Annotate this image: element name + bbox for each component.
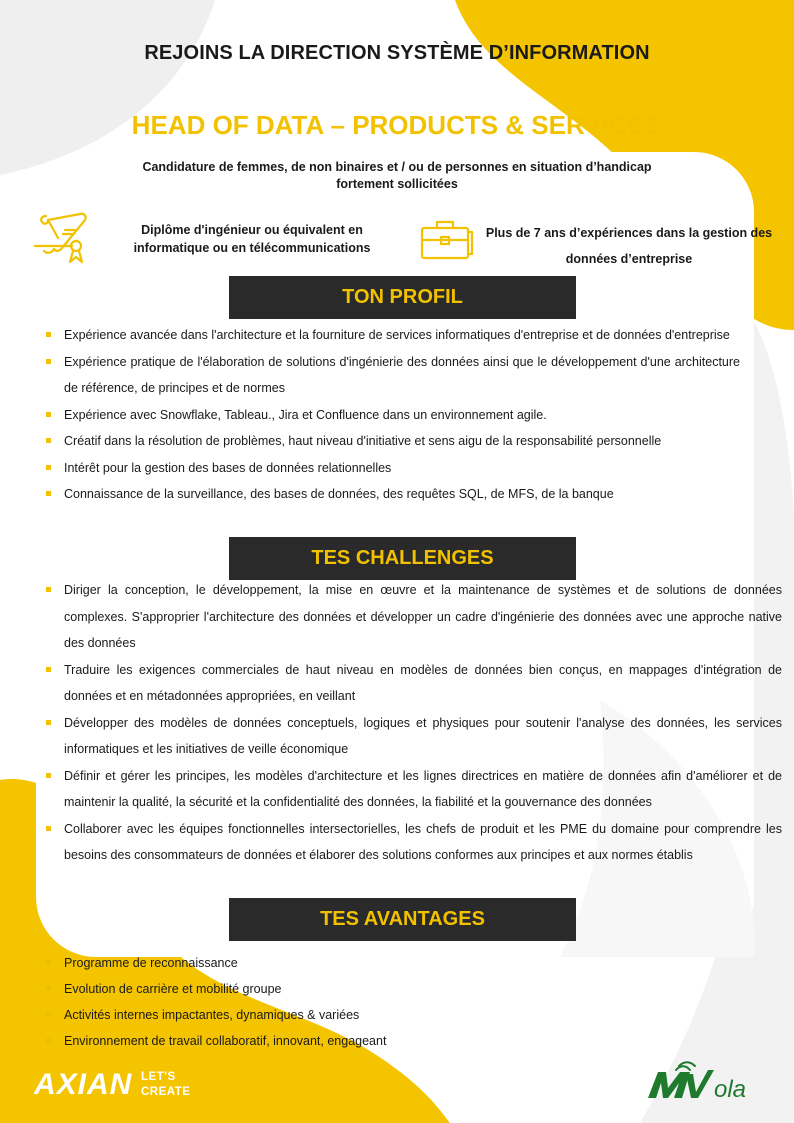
job-title: HEAD OF DATA – PRODUCTS & SERVICES — [131, 110, 663, 140]
list-item: Définir et gérer les principes, les modèles d'architecture et les lignes directrices en matière de données afin d'améliorer et de maintenir la qualité, la sécurité et la confidentialité des données, la fiabilité et la gouvernance des données — [44, 763, 782, 816]
diversity-statement — [120, 159, 674, 193]
list-item: Traduire les exigences commerciales de haut niveau en modèles de données bien conçus, en mappages d'intégration de données et en métadonnées appropriées, en veillant — [44, 657, 782, 710]
list-item: Expérience avec Snowflake, Tableau., Jira et Confluence dans un environnement agile. — [44, 402, 740, 429]
diversity-line-2: fortement sollicitées — [336, 177, 458, 191]
requirement-experience — [478, 220, 780, 272]
tagline-line-1: LET'S — [141, 1071, 176, 1083]
list-item: Diriger la conception, le développement, la mise en œuvre et la maintenance de systèmes et de solutions de données complexes. S'approprier l'architecture des données et développer un cadre d'ingénierie des données avec une approche native des données — [44, 577, 782, 657]
challenges-list — [44, 577, 782, 869]
diploma-scroll-icon — [32, 208, 96, 266]
list-item: Activités internes impactantes, dynamiques & variées — [44, 1002, 544, 1028]
axian-tagline — [141, 1070, 190, 1100]
briefcase-icon — [418, 216, 474, 264]
mvola-logo — [646, 1060, 771, 1104]
diversity-line-1: Candidature de femmes, de non binaires et / ou de personnes en situation d’handicap — [142, 160, 652, 174]
requirement-experience-line-2: données d’entreprise — [565, 252, 693, 266]
profil-list — [44, 322, 740, 508]
section-title-avantages: TES AVANTAGES — [229, 898, 576, 941]
list-item: Expérience avancée dans l'architecture et la fourniture de services informatiques d'entreprise et de données d'entreprise — [44, 322, 740, 349]
list-item: Evolution de carrière et mobilité groupe — [44, 976, 544, 1002]
requirement-experience-line-1: Plus de 7 ans d’expériences dans la gestion des — [485, 226, 773, 240]
tagline-line-2: CREATE — [141, 1086, 191, 1098]
section-title-challenges: TES CHALLENGES — [229, 537, 576, 580]
list-item: Intérêt pour la gestion des bases de données relationnelles — [44, 455, 740, 482]
list-item: Programme de reconnaissance — [44, 950, 544, 976]
mvola-logo-text: ola — [714, 1076, 747, 1103]
requirement-diploma-line-1: Diplôme d'ingénieur ou équivalent en — [141, 223, 363, 237]
avantages-list — [44, 950, 544, 1054]
section-title-profil: TON PROFIL — [229, 276, 576, 319]
list-item: Créatif dans la résolution de problèmes, haut niveau d'initiative et sens aigu de la responsabilité personnelle — [44, 428, 740, 455]
axian-logo: AXIAN — [34, 1068, 133, 1101]
list-item: Connaissance de la surveillance, des bases de données, des requêtes SQL, de MFS, de la banque — [44, 481, 740, 508]
list-item: Développer des modèles de données conceptuels, logiques et physiques pour soutenir l'analyse des données, les services informatiques et les initiatives de veille économique — [44, 710, 782, 763]
requirement-diploma-line-2: informatique ou en télécommunications — [133, 241, 371, 255]
page-title: REJOINS LA DIRECTION SYSTÈME D’INFORMATION — [144, 42, 650, 64]
list-item: Environnement de travail collaboratif, innovant, engageant — [44, 1028, 544, 1054]
list-item: Expérience pratique de l'élaboration de solutions d'ingénierie des données ainsi que le développement d'une architecture de référence, de principes et de normes — [44, 349, 740, 402]
list-item: Collaborer avec les équipes fonctionnelles intersectorielles, les chefs de produit et les PME du domaine pour comprendre les besoins des consommateurs de données et élaborer des solutions conformes aux principes et aux normes établis — [44, 816, 782, 869]
requirement-diploma — [118, 221, 386, 257]
